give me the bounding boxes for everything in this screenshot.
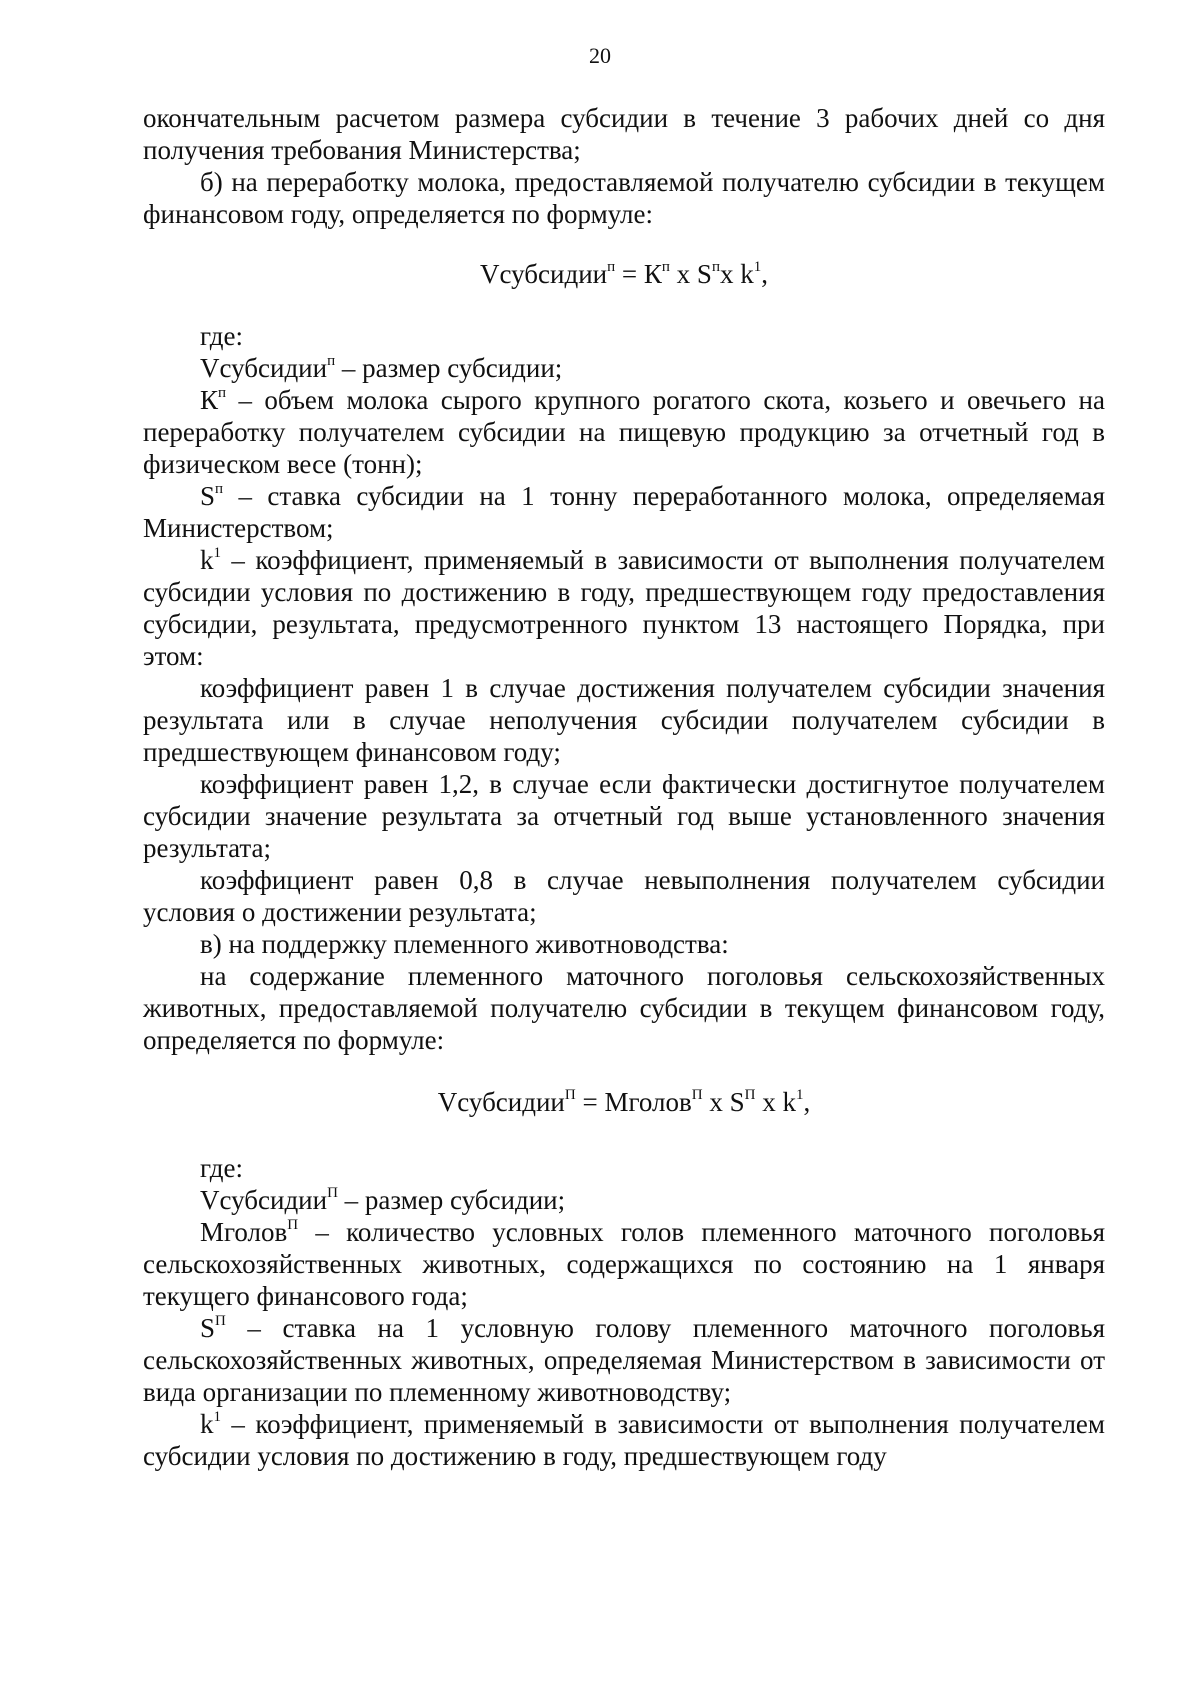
where-label: где: [200, 321, 243, 351]
paragraph-continuation: окончательным расчетом размера субсидии в течение 3 рабочих дней со дня получения требования Министерства; [143, 103, 1105, 165]
paragraph-breeding-stock: на содержание племенного маточного поголовья сельскохозяйственных животных, предоставляемой получателю субсидии в текущем финансовом году, определяется по формуле: [143, 961, 1105, 1055]
definition-v-subsidy: Vсубсидии$^п$ – размер субсидии; [200, 353, 563, 383]
formula-breeding-subsidy: Vсубсидии$^П$ = Мголов$^П$ х $S^П$ х $k^1$, [437, 1087, 811, 1117]
page-number: 20 [589, 43, 611, 68]
coefficient-case-1-2: коэффициент равен 1,2, в случае если фактически достигнутое получателем субсидии значение результата за отчетный год выше установленного значения результата; [143, 769, 1105, 863]
definition-k-volume: $К^п$ – объем молока сырого крупного рогатого скота, козьего и овечьего на переработку получателем субсидии на пищевую продукцию за отчетный год в физическом весе (тонн); [143, 385, 1105, 479]
definition-s-rate-2: $S^П$ – ставка на 1 условную голову племенного маточного поголовья сельскохозяйственных животных, определяемая Министерством в зависимости от вида организации по племенному животноводству; [143, 1313, 1105, 1407]
definition-k1-coefficient-2: $k^1$ – коэффициент, применяемый в зависимости от выполнения получателем субсидии условия по достижению в году, предшествующем году [143, 1409, 1105, 1471]
definition-v-subsidy-2: Vсубсидии$^П$ – размер субсидии; [200, 1185, 566, 1215]
formula-milk-subsidy: Vсубсидии$^п$ = $К^п$ х $S^пх$ $k^1$, [480, 259, 768, 289]
where-label-2: где: [200, 1153, 243, 1183]
coefficient-case-0-8: коэффициент равен 0,8 в случае невыполнения получателем субсидии условия о достижении результата; [143, 865, 1105, 927]
document-body [143, 102, 1105, 1472]
definition-heads: Мголов$^П$ – количество условных голов племенного маточного поголовья сельскохозяйственных животных, содержащихся по состоянию на 1 января текущего финансового года; [143, 1217, 1105, 1311]
definition-s-rate: $S^п$ – ставка субсидии на 1 тонну переработанного молока, определяемая Министерством; [143, 481, 1105, 543]
definition-k1-coefficient: $k^1$ – коэффициент, применяемый в зависимости от выполнения получателем субсидии условия по достижению в году, предшествующем году предоставления субсидии, результата, предусмотренного пунктом 13 настоящего Порядка, при этом: [143, 545, 1105, 671]
paragraph-b-milk-processing: б) на переработку молока, предоставляемой получателю субсидии в текущем финансовом году, определяется по формуле: [143, 167, 1105, 229]
coefficient-case-1: коэффициент равен 1 в случае достижения получателем субсидии значения результата или в случае неполучения субсидии получателем субсидии в предшествующем финансовом году; [143, 673, 1105, 767]
paragraph-v-breeding: в) на поддержку племенного животноводства: [200, 929, 729, 959]
